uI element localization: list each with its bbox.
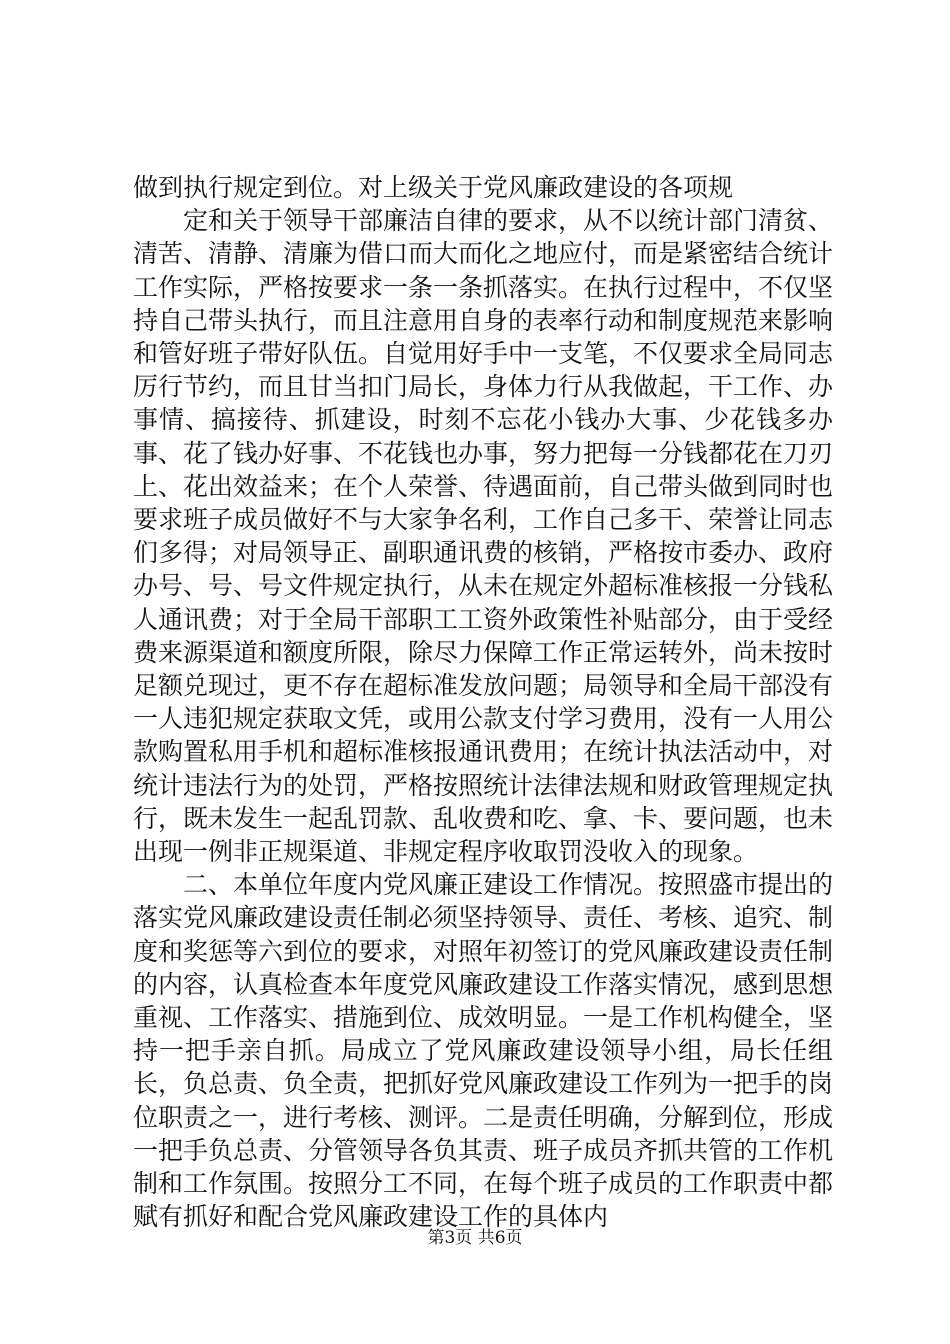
page-footer: 第3页 共6页 bbox=[427, 1228, 523, 1248]
document-body bbox=[133, 171, 833, 1234]
paragraph-continuation: 做到执行规定到位。对上级关于党风廉政建设的各项规 bbox=[133, 173, 734, 202]
paragraph-self-discipline: 定和关于领导干部廉洁自律的要求，从不以统计部门清贫、清苦、清静、清廉为借口而大而化之地应付，而是紧密结合统计工作实际，严格按要求一条一条抓落实。在执行过程中，不仅坚持自己带头执行，而且注意用自身的表率行动和制度规范来影响和管好班子带好队伍。自觉用好手中一支笔，不仅要求全局同志厉行节约，而且甘当扣门局长，身体力行从我做起，干工作、办事情、搞接待、抓建设，时刻不忘花小钱办大事、少花钱多办事、花了钱办好事、不花钱也办事，努力把每一分钱都花在刀刃上、花出效益来；在个人荣誉、待遇面前，自己带头做到同时也要求班子成员做好不与大家争名利，工作自己多干、荣誉让同志们多得；对局领导正、副职通讯费的核销，严格按市委办、政府办号、号、号文件规定执行，从未在规定外超标准核报一分钱私人通讯费；对于全局干部职工工资外政策性补贴部分，由于受经费来源渠道和额度所限，除尽力保障工作正常运转外，尚未按时足额兑现过，更不存在超标准发放问题；局领导和全局干部没有一人违犯规定获取文凭，或用公款支付学习费用，没有一人用公款购置私用手机和超标准核报通讯费用；在统计执法活动中，对统计违法行为的处罚，严格按照统计法律法规和财政管理规定执行，既未发生一起乱罚款、乱收费和吃、拿、卡、要问题，也未出现一例非正规渠道、非规定程序收取罚没收入的现象。 bbox=[133, 206, 834, 867]
paragraph-section-two: 二、本单位年度内党风廉正建设工作情况。按照盛市提出的落实党风廉政建设责任制必须坚持领导、责任、考核、追究、制度和奖惩等六到位的要求，对照年初签订的党风廉政建设责任制的内容，认真检查本年度党风廉政建设工作落实情况，感到思想重视、工作落实、措施到位、成效明显。一是工作机构健全，坚持一把手亲自抓。局成立了党风廉政建设领导小组，局长任组长，负总责、负全责，把抓好党风廉政建设工作列为一把手的岗位职责之一，进行考核、测评。二是责任明确，分解到位，形成一把手负总责、分管领导各负其责、班子成员齐抓共管的工作机制和工作氛围。按照分工不同，在每个班子成员的工作职责中都赋有抓好和配合党风廉政建设工作的具体内 bbox=[133, 870, 834, 1232]
